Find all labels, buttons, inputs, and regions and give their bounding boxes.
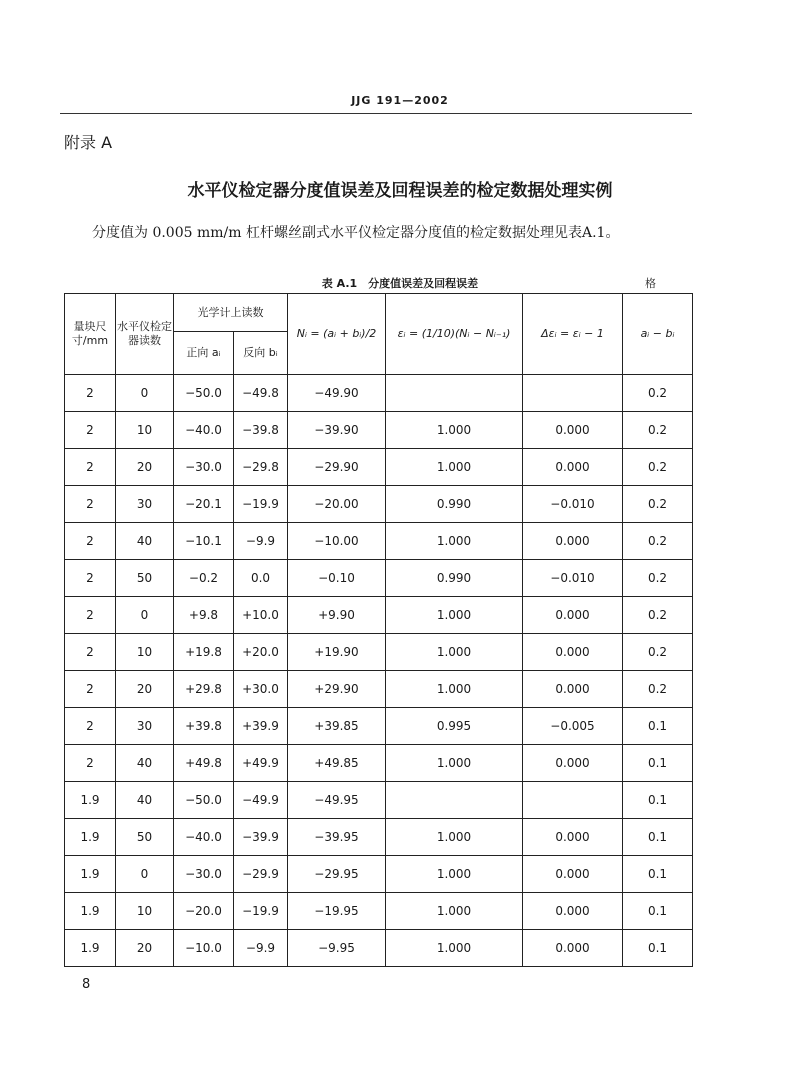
cell-diff: 0.2 <box>623 634 693 671</box>
cell-forward: −30.0 <box>174 449 234 486</box>
cell-delta: 0.000 <box>523 597 623 634</box>
header-rule <box>60 113 692 114</box>
cell-gauge-size: 2 <box>65 486 116 523</box>
cell-mean: +19.90 <box>288 634 386 671</box>
cell-forward: −10.1 <box>174 523 234 560</box>
cell-increment: 0.990 <box>386 560 523 597</box>
cell-increment: 1.000 <box>386 745 523 782</box>
cell-reverse: −19.9 <box>234 486 288 523</box>
cell-diff: 0.2 <box>623 560 693 597</box>
cell-forward: −20.1 <box>174 486 234 523</box>
header-delta-formula: Δεᵢ = εᵢ − 1 <box>523 294 623 375</box>
cell-tester-reading: 10 <box>116 893 174 930</box>
cell-reverse: −9.9 <box>234 930 288 967</box>
cell-reverse: −39.9 <box>234 819 288 856</box>
table-row <box>65 375 693 412</box>
cell-gauge-size: 2 <box>65 745 116 782</box>
cell-mean: −49.95 <box>288 782 386 819</box>
cell-increment: 1.000 <box>386 819 523 856</box>
cell-reverse: −49.8 <box>234 375 288 412</box>
cell-diff: 0.1 <box>623 708 693 745</box>
page-number: 8 <box>82 977 91 992</box>
table-row <box>65 819 693 856</box>
cell-forward: −40.0 <box>174 819 234 856</box>
cell-gauge-size: 1.9 <box>65 893 116 930</box>
cell-increment: 1.000 <box>386 893 523 930</box>
cell-reverse: +10.0 <box>234 597 288 634</box>
cell-increment: 1.000 <box>386 449 523 486</box>
cell-delta: −0.005 <box>523 708 623 745</box>
table-row <box>65 634 693 671</box>
cell-gauge-size: 2 <box>65 375 116 412</box>
cell-mean: −10.00 <box>288 523 386 560</box>
cell-forward: −30.0 <box>174 856 234 893</box>
cell-diff: 0.2 <box>623 671 693 708</box>
cell-increment <box>386 375 523 412</box>
header-optical-reading: 光学计上读数 <box>174 294 288 332</box>
cell-gauge-size: 1.9 <box>65 782 116 819</box>
cell-diff: 0.1 <box>623 782 693 819</box>
cell-diff: 0.2 <box>623 412 693 449</box>
cell-forward: −50.0 <box>174 782 234 819</box>
cell-tester-reading: 0 <box>116 375 174 412</box>
cell-mean: −9.95 <box>288 930 386 967</box>
table-row <box>65 893 693 930</box>
cell-delta: 0.000 <box>523 856 623 893</box>
header-reverse: 反向 bᵢ <box>234 332 288 375</box>
cell-increment: 1.000 <box>386 412 523 449</box>
table-row <box>65 708 693 745</box>
cell-delta: 0.000 <box>523 893 623 930</box>
table-row <box>65 412 693 449</box>
cell-tester-reading: 10 <box>116 634 174 671</box>
cell-forward: −40.0 <box>174 412 234 449</box>
header-diff-formula: aᵢ − bᵢ <box>623 294 693 375</box>
cell-diff: 0.2 <box>623 597 693 634</box>
cell-diff: 0.1 <box>623 930 693 967</box>
cell-gauge-size: 2 <box>65 671 116 708</box>
cell-tester-reading: 20 <box>116 671 174 708</box>
cell-reverse: −39.8 <box>234 412 288 449</box>
cell-diff: 0.1 <box>623 856 693 893</box>
intro-paragraph: 分度值为 0.005 mm/m 杠杆螺丝副式水平仪检定器分度值的检定数据处理见表A.1。 <box>92 225 620 241</box>
table-row <box>65 856 693 893</box>
cell-forward: +19.8 <box>174 634 234 671</box>
cell-tester-reading: 20 <box>116 930 174 967</box>
cell-increment <box>386 782 523 819</box>
cell-diff: 0.1 <box>623 745 693 782</box>
cell-reverse: −29.8 <box>234 449 288 486</box>
cell-reverse: +49.9 <box>234 745 288 782</box>
header-mean-formula: Nᵢ = (aᵢ + bᵢ)/2 <box>288 294 386 375</box>
table-row <box>65 671 693 708</box>
cell-reverse: −19.9 <box>234 893 288 930</box>
cell-gauge-size: 1.9 <box>65 856 116 893</box>
cell-forward: +39.8 <box>174 708 234 745</box>
cell-gauge-size: 1.9 <box>65 819 116 856</box>
cell-increment: 0.990 <box>386 486 523 523</box>
cell-forward: −20.0 <box>174 893 234 930</box>
table-row <box>65 523 693 560</box>
cell-gauge-size: 2 <box>65 560 116 597</box>
cell-tester-reading: 10 <box>116 412 174 449</box>
cell-gauge-size: 2 <box>65 449 116 486</box>
cell-diff: 0.2 <box>623 375 693 412</box>
cell-mean: −29.90 <box>288 449 386 486</box>
cell-mean: +49.85 <box>288 745 386 782</box>
cell-diff: 0.1 <box>623 819 693 856</box>
cell-mean: −49.90 <box>288 375 386 412</box>
table-row <box>65 745 693 782</box>
cell-forward: −10.0 <box>174 930 234 967</box>
cell-gauge-size: 2 <box>65 708 116 745</box>
cell-reverse: 0.0 <box>234 560 288 597</box>
cell-tester-reading: 0 <box>116 597 174 634</box>
cell-diff: 0.1 <box>623 893 693 930</box>
header-increment-formula: εᵢ = (1/10)(Nᵢ − Nᵢ₋₁) <box>386 294 523 375</box>
appendix-label: 附录 A <box>64 133 113 152</box>
cell-tester-reading: 50 <box>116 819 174 856</box>
cell-gauge-size: 1.9 <box>65 930 116 967</box>
cell-delta <box>523 375 623 412</box>
cell-delta: 0.000 <box>523 449 623 486</box>
cell-tester-reading: 20 <box>116 449 174 486</box>
table-row <box>65 560 693 597</box>
cell-diff: 0.2 <box>623 449 693 486</box>
cell-delta: 0.000 <box>523 412 623 449</box>
cell-tester-reading: 30 <box>116 708 174 745</box>
cell-tester-reading: 50 <box>116 560 174 597</box>
cell-delta: 0.000 <box>523 930 623 967</box>
cell-reverse: −49.9 <box>234 782 288 819</box>
cell-reverse: −29.9 <box>234 856 288 893</box>
table-row <box>65 782 693 819</box>
cell-forward: +49.8 <box>174 745 234 782</box>
data-table <box>64 293 693 967</box>
cell-diff: 0.2 <box>623 486 693 523</box>
cell-increment: 0.995 <box>386 708 523 745</box>
cell-gauge-size: 2 <box>65 412 116 449</box>
cell-increment: 1.000 <box>386 671 523 708</box>
header-gauge-size: 量块尺寸/mm <box>65 294 116 375</box>
table-body <box>65 375 693 967</box>
cell-gauge-size: 2 <box>65 597 116 634</box>
cell-mean: −39.90 <box>288 412 386 449</box>
table-row <box>65 930 693 967</box>
header-tester-reading: 水平仪检定器读数 <box>116 294 174 375</box>
cell-tester-reading: 40 <box>116 782 174 819</box>
cell-mean: +29.90 <box>288 671 386 708</box>
cell-increment: 1.000 <box>386 523 523 560</box>
cell-tester-reading: 40 <box>116 745 174 782</box>
cell-delta: 0.000 <box>523 634 623 671</box>
cell-delta: −0.010 <box>523 486 623 523</box>
cell-gauge-size: 2 <box>65 634 116 671</box>
cell-tester-reading: 30 <box>116 486 174 523</box>
cell-delta: 0.000 <box>523 523 623 560</box>
cell-forward: +9.8 <box>174 597 234 634</box>
cell-increment: 1.000 <box>386 930 523 967</box>
cell-tester-reading: 40 <box>116 523 174 560</box>
cell-delta: 0.000 <box>523 819 623 856</box>
cell-delta: 0.000 <box>523 671 623 708</box>
cell-mean: −19.95 <box>288 893 386 930</box>
table-caption: 表 A.1 分度值误差及回程误差 <box>321 277 479 290</box>
cell-reverse: +20.0 <box>234 634 288 671</box>
table-unit: 格 <box>645 277 656 290</box>
cell-reverse: −9.9 <box>234 523 288 560</box>
cell-delta: 0.000 <box>523 745 623 782</box>
cell-increment: 1.000 <box>386 856 523 893</box>
cell-forward: +29.8 <box>174 671 234 708</box>
cell-delta <box>523 782 623 819</box>
cell-forward: −50.0 <box>174 375 234 412</box>
cell-mean: −20.00 <box>288 486 386 523</box>
standard-code: JJG 191—2002 <box>351 94 449 107</box>
cell-mean: −29.95 <box>288 856 386 893</box>
cell-mean: +39.85 <box>288 708 386 745</box>
table-row <box>65 597 693 634</box>
cell-increment: 1.000 <box>386 597 523 634</box>
cell-reverse: +39.9 <box>234 708 288 745</box>
cell-mean: −39.95 <box>288 819 386 856</box>
cell-increment: 1.000 <box>386 634 523 671</box>
document-title: 水平仪检定器分度值误差及回程误差的检定数据处理实例 <box>187 181 613 201</box>
table-row <box>65 449 693 486</box>
cell-diff: 0.2 <box>623 523 693 560</box>
cell-tester-reading: 0 <box>116 856 174 893</box>
cell-reverse: +30.0 <box>234 671 288 708</box>
header-forward: 正向 aᵢ <box>174 332 234 375</box>
cell-forward: −0.2 <box>174 560 234 597</box>
cell-gauge-size: 2 <box>65 523 116 560</box>
table-row <box>65 486 693 523</box>
cell-mean: +9.90 <box>288 597 386 634</box>
cell-delta: −0.010 <box>523 560 623 597</box>
cell-mean: −0.10 <box>288 560 386 597</box>
